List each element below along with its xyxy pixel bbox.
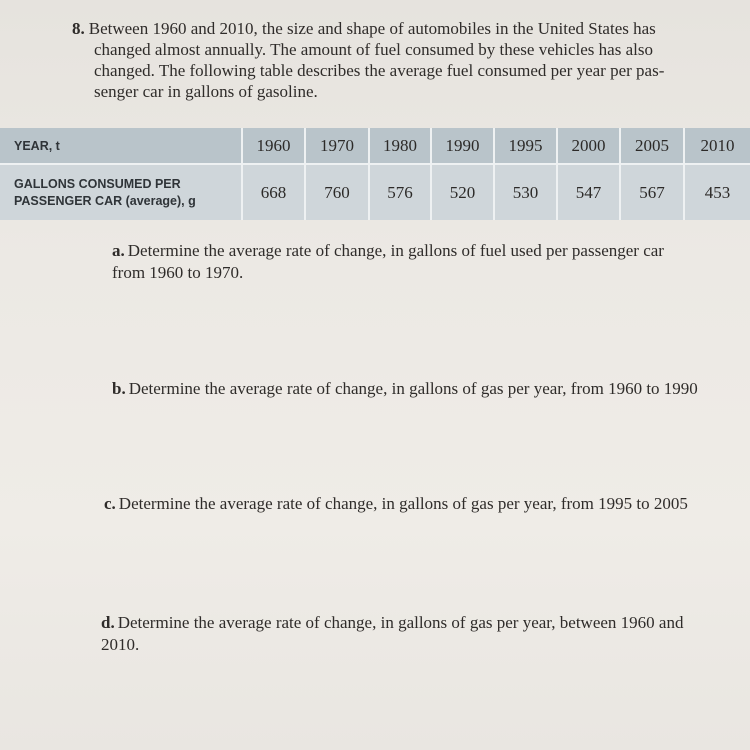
problem-number: 8. [72, 19, 85, 38]
gallons-cell: 547 [557, 164, 620, 220]
question-b-letter: b. [112, 379, 126, 398]
question-d-letter: d. [101, 613, 115, 632]
gallons-row [0, 164, 750, 220]
problem-text-line-3: changed. The following table describes the average fuel consumed per year per pas- [94, 61, 665, 80]
year-row [0, 128, 750, 164]
year-cell: 2000 [557, 128, 620, 164]
question-b-line-1: Determine the average rate of change, in gallons of gas per year, from 1960 to 1990 [128, 379, 698, 398]
question-a-line-1: Determine the average rate of change, in gallons of fuel used per passenger car [127, 241, 664, 260]
year-cell: 1990 [431, 128, 494, 164]
question-c-line-1: Determine the average rate of change, in gallons of gas per year, from 1995 to 2005 [118, 494, 688, 513]
question-a [112, 240, 750, 284]
gallons-header-line-1: GALLONS CONSUMED PER [14, 176, 181, 191]
question-a-letter: a. [112, 241, 125, 260]
year-cell: 1995 [494, 128, 557, 164]
gallons-cell: 530 [494, 164, 557, 220]
gallons-header [0, 164, 242, 220]
gallons-cell: 453 [704, 182, 731, 202]
problem-intro [72, 18, 747, 102]
year-cell: 2005 [620, 128, 684, 164]
gallons-cell: 520 [431, 164, 494, 220]
gallons-cell: 760 [305, 164, 369, 220]
gallons-cell: 668 [242, 164, 305, 220]
gallons-header-line-2: PASSENGER CAR (average), g [14, 193, 196, 208]
problem-text-line-1: Between 1960 and 2010, the size and shape of automobiles in the United States has [88, 19, 656, 38]
problem-text-line-4: senger car in gallons of gasoline. [94, 82, 318, 101]
gallons-cell: 567 [620, 164, 684, 220]
year-cell: 1960 [242, 128, 305, 164]
question-a-line-2: from 1960 to 1970. [112, 263, 244, 282]
problem-text-line-2: changed almost annually. The amount of fuel consumed by these vehicles has also [94, 40, 653, 59]
question-b [112, 378, 750, 400]
gallons-cell: 576 [369, 164, 431, 220]
question-d-line-1: Determine the average rate of change, in gallons of gas per year, between 1960 and [117, 613, 684, 632]
question-d [101, 612, 750, 656]
question-d-line-2: 2010. [101, 635, 140, 654]
question-c-letter: c. [104, 494, 116, 513]
year-cell: 2010 [684, 128, 750, 164]
year-header: YEAR, t [0, 128, 242, 164]
year-cell: 1970 [305, 128, 369, 164]
fuel-consumption-table [0, 128, 750, 220]
year-cell: 1980 [369, 128, 431, 164]
question-c [104, 493, 750, 515]
